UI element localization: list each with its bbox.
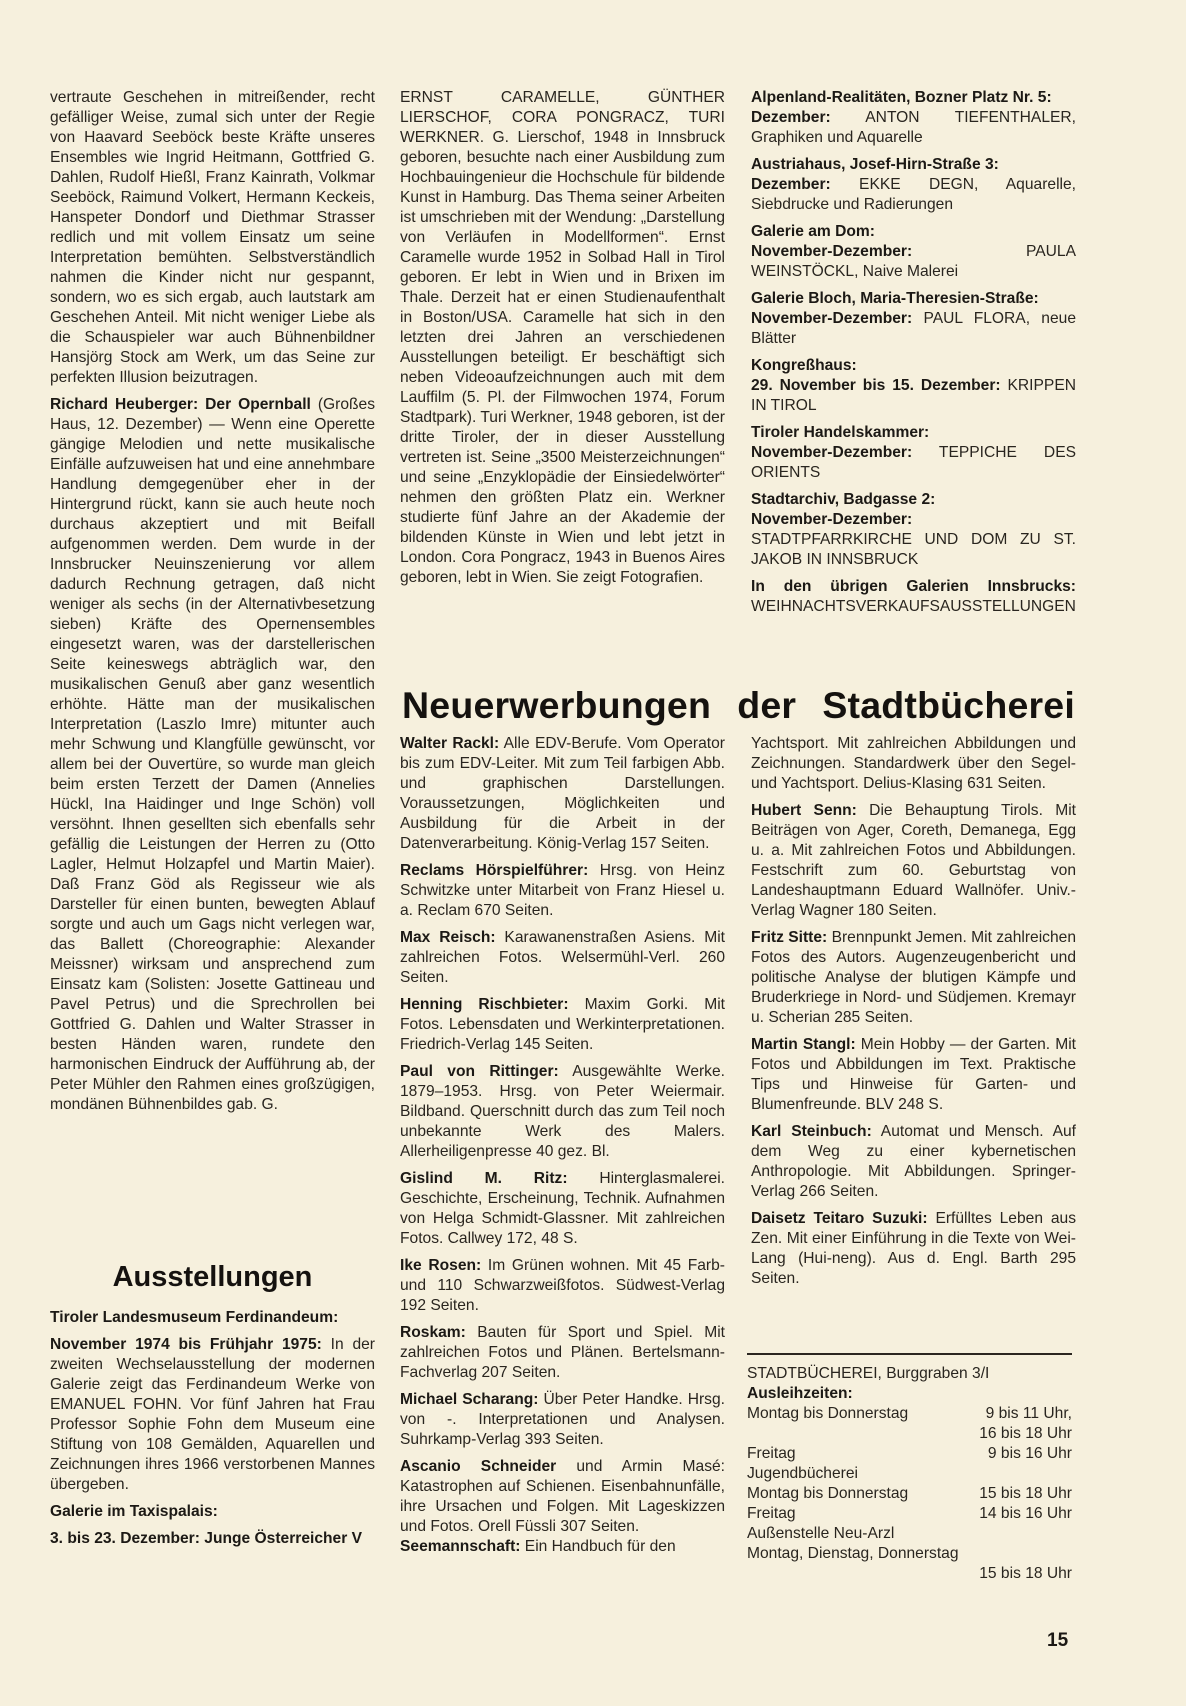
paragraph: [751, 108, 1076, 148]
paragraph: [751, 376, 1076, 416]
paragraph-text: STADTPFARRKIRCHE UND DOM ZU ST. JAKOB IN INNSBRUCK: [751, 531, 1076, 568]
paragraph: [50, 88, 375, 388]
hours-row: [747, 1444, 1072, 1464]
paragraph-text: EKKE DEGN, Aquarelle, Siebdrucke und Radierungen: [751, 176, 1076, 213]
divider-rule: [747, 1353, 1072, 1355]
hours-row: [747, 1484, 1072, 1504]
hours-time: [962, 1544, 1072, 1564]
column-1-exhibitions: [50, 1308, 375, 1556]
bold-lead: Roskam:: [400, 1324, 466, 1341]
paragraph: [751, 155, 1076, 175]
paragraph-text: Yachtsport. Mit zahlreichen Abbildungen und Zeichnungen. Standardwerk über den Segel- und Yachtsport. Delius-Klasing 631 Seiten.: [751, 735, 1076, 792]
paragraph: [751, 222, 1076, 242]
bold-lead: November-Dezember:: [751, 243, 913, 260]
library-hours-box: [747, 1364, 1072, 1584]
bold-lead: Ike Rosen:: [400, 1257, 482, 1274]
paragraph: [400, 1256, 725, 1316]
bold-lead: Galerie im Taxispalais:: [50, 1503, 218, 1520]
paragraph: [400, 1537, 725, 1557]
bold-lead: 3. bis 23. Dezember: Junge Österreicher V: [50, 1530, 363, 1547]
heading-word: der: [737, 684, 797, 726]
bold-lead: Ascanio Schneider: [400, 1458, 557, 1475]
section-heading-neuerwerbungen: [402, 682, 1075, 728]
bold-lead: Dezember:: [751, 109, 831, 126]
hours-day: Jugendbücherei: [747, 1465, 858, 1482]
hours-row: [747, 1544, 1072, 1564]
paragraph: [751, 510, 1076, 570]
paragraph: [751, 801, 1076, 921]
paragraph: [50, 1308, 375, 1328]
paragraph-text: ERNST CARAMELLE, GÜNTHER LIERSCHOF, CORA PONGRACZ, TURI WERKNER. G. Lierschof, 1948 in Innsbruck geboren, besuchte nach einer Ausbildung zum Hochbauingenieur die Hochschule für bildende Kunst in Hamburg. Das Thema seiner Arbeiten ist umschrieben mit der Wendung: „Darstellung von Verläufen in Modellformen“. Ernst Caramelle wurde 1952 in Solbad Hall in Tirol geboren. Er lebt in Wien und in Brixen im Thale. Derzeit hat er einen Studienaufenthalt in Boston/USA. Caramelle hat sich in den letzten drei Jahren an verschiedenen Ausstellungen beteiligt. Er beschäftigt sich neben Videoaufzeichnungen auch mit dem Lauffilm (5. Pl. der Filmwochen 1974, Forum Stadtpark). Turi Werkner, 1948 geboren, ist der dritte Tiroler, der in dieser Ausstellung vertreten ist. Seine „3500 Meisterzeichnungen“ und seine „Enzyklopädie der Einsiedelwörter“ nehmen den größten Platz ein. Werkner studierte fünf Jahre an der Akademie der bildenden Künste in Wien und lebt jetzt in London. Cora Pongracz, 1943 in Buenos Aires geboren, lebt in Wien. Sie zeigt Fotografien.: [400, 89, 725, 586]
paragraph: [751, 577, 1076, 617]
hours-day: Freitag: [747, 1445, 796, 1462]
hours-day: Montag bis Donnerstag: [747, 1485, 909, 1502]
library-address: STADTBÜCHEREI, Burggraben 3/I: [747, 1365, 990, 1382]
hours-day: Außenstelle Neu-Arzl: [747, 1525, 895, 1542]
bold-lead: Daisetz Teitaro Suzuki:: [751, 1210, 928, 1227]
bold-lead: Fritz Sitte:: [751, 929, 828, 946]
paragraph-text: Hrsg. von Heinz Schwitzke unter Mitarbeit von Franz Hiesel u. a. Reclam 670 Seiten.: [400, 862, 726, 919]
bold-lead: Karl Steinbuch:: [751, 1123, 872, 1140]
hours-row: [747, 1524, 1072, 1544]
hours-row: [747, 1404, 1072, 1424]
column-3-exhibition-list: [751, 88, 1076, 624]
paragraph: [751, 242, 1076, 282]
paragraph: [400, 928, 725, 988]
bold-lead: November-Dezember:: [751, 310, 913, 327]
bold-lead: Tiroler Landesmuseum Ferdinandeum:: [50, 1309, 339, 1326]
hours-time: 15 bis 18 Uhr: [979, 1485, 1072, 1502]
bold-lead: Hubert Senn:: [751, 802, 857, 819]
paragraph-text: Karawanenstraßen Asiens. Mit zahlreichen Fotos. Welsermühl-Verl. 260 Seiten.: [400, 929, 725, 986]
paragraph: [400, 88, 725, 588]
library-hours-label: Ausleihzeiten:: [747, 1385, 853, 1402]
bold-lead: November-Dezember:: [751, 511, 913, 528]
bold-lead: Martin Stangl:: [751, 1036, 856, 1053]
hours-time: 9 bis 16 Uhr: [987, 1445, 1072, 1462]
paragraph-text: (Großes Haus, 12. Dezember) — Wenn eine Operette gängige Melodien und nette musikalische Einfälle aufzuweisen hat und eine annehmbare Handlung demgegenüber eher in der Hintergrund rückt, kann sie auch heute noch durchaus akzeptiert und mit Beifall aufgenommen werden. Dem wurde in der Innsbrucker Neuinszenierung vor allem dadurch Rechnung getragen, daß nicht weniger als sechs (in der Alternativbesetzung sieben) Kräfte des Opernensembles eingesetzt waren, was der darstellerischen Seite keineswegs abträglich war, den musikalischen Genuß aber ganz wesentlich erhöhte. Hätte man der musikalischen Interpretation (Laszlo Imre) mitunter auch mehr Schwung und Klangfülle gewünscht, vor allem bei der Ouvertüre, so wurde man gleich beim ersten Terzett der Damen (Annelies Hückl, Ina Haidinger und Inge Schön) voll versöhnt. Ihnen gesellten sich ebenfalls sehr gefällig die Leistungen der Herren zu (Otto Lagler, Helmut Holzapfel und Martin Maier). Daß Franz Göd als Regisseur wie als Darsteller für einen bunten, bewegten Ablauf sorgte und auch um Gags nicht verlegen war, das Ballett (Choreographie: Alexander Meissner) wirksam und ansprechend zum Einsatz kam (Solisten: Josette Gattineau und Pavel Petrus) und die Sprechrollen bei Gottfried G. Dahlen und Walter Strasser in besten Händen waren, rundete den harmonischen Eindruck der Aufführung ab, der Peter Mühler den Rahmen eines großzügigen, mondänen Bühnenbildes gab. G.: [50, 396, 376, 1113]
paragraph-text: In der zweiten Wechselausstellung der modernen Galerie zeigt das Ferdinandeum Werke von EMANUEL FOHN. Vor fünf Jahren hat Frau Professor Sophie Fohn dem Museum eine Stiftung von 108 Gemälden, Aquarellen und Zeichnungen ihres 1966 verstorbenen Mannes übergeben.: [50, 1336, 375, 1493]
bold-lead: Reclams Hörspielführer:: [400, 862, 589, 879]
paragraph: [400, 1062, 725, 1162]
paragraph-text: Im Grünen wohnen. Mit 45 Farb- und 110 Schwarzweißfotos. Südwest-Verlag 192 Seiten.: [400, 1257, 725, 1314]
hours-row: [747, 1564, 1072, 1584]
hours-day: Montag bis Donnerstag: [747, 1405, 909, 1422]
paragraph-text: Mein Hobby — der Garten. Mit Fotos und Abbildungen im Text. Praktische Tips und Hinweise für Garten- und Blumenfreunde. BLV 248 S.: [751, 1036, 1076, 1113]
column-2-exhibition-text: [400, 88, 725, 595]
paragraph: [400, 1323, 725, 1383]
hours-row: [747, 1504, 1072, 1524]
paragraph: [400, 1390, 725, 1450]
paragraph: [751, 289, 1076, 309]
bold-lead: Alpenland-Realitäten, Bozner Platz Nr. 5:: [751, 89, 1052, 106]
paragraph: [400, 1169, 725, 1249]
paragraph: [400, 1457, 725, 1537]
bold-lead: 29. November bis 15. Dezember:: [751, 377, 1001, 394]
bold-lead: Stadtarchiv, Badgasse 2:: [751, 491, 936, 508]
paragraph: [400, 861, 725, 921]
paragraph: [751, 1209, 1076, 1289]
page-number: 15: [1047, 1630, 1069, 1651]
bold-lead: Austriahaus, Josef-Hirn-Straße 3:: [751, 156, 999, 173]
paragraph-text: Ein Handbuch für den: [520, 1538, 676, 1555]
column-3-book-list: [751, 734, 1076, 1296]
paragraph: [400, 734, 725, 854]
paragraph: [751, 88, 1076, 108]
hours-day: Montag, Dienstag, Donnerstag: [747, 1545, 959, 1562]
paragraph: [751, 175, 1076, 215]
paragraph-text: PAUL FLORA, neue Blätter: [751, 310, 1076, 347]
heading-word: Stadtbücherei: [822, 684, 1075, 726]
paragraph-text: WEIHNACHTSVERKAUFSAUSSTELLUNGEN: [751, 598, 1076, 615]
paragraph: [751, 1035, 1076, 1115]
paragraph-text: PAULA WEINSTÖCKL, Naive Malerei: [751, 243, 1076, 280]
paragraph-text: ANTON TIEFENTHALER, Graphiken und Aquarelle: [751, 109, 1076, 146]
bold-lead: In den übrigen Galerien Innsbrucks:: [751, 578, 1076, 595]
paragraph: [50, 1502, 375, 1522]
bold-lead: Walter Rackl:: [400, 735, 500, 752]
paragraph-text: TEPPICHE DES ORIENTS: [751, 444, 1076, 481]
paragraph: [751, 309, 1076, 349]
paragraph: [400, 995, 725, 1055]
heading-word: Neuerwerbungen: [402, 684, 712, 726]
hours-time: [962, 1464, 1072, 1484]
paragraph: [751, 443, 1076, 483]
paragraph-text: vertraute Geschehen in mitreißender, recht gefälliger Weise, zumal sich unter der Regie von Haavard Seeböck beste Kräfte unseres Ensembles wie Ingrid Heitmann, Gottfried G. Dahlen, Rudolf Hießl, Franz Kainrath, Volkmar Seeböck, Raimund Volkert, Hermann Keckeis, Hanspeter Dondorf und Diethmar Strasser redlich und mit vollem Einsatz um seine Interpretation bemühten. Selbstverständlich nahmen die Kinder nicht nur gespannt, sondern, wo es sich ergab, auch lautstark am Geschehen Anteil. Mit nicht weniger Liebe als die Schauspieler war auch Bühnenbildner Hansjörg Stock am Werk, um das Seine zur perfekten Illusion beizutragen.: [50, 89, 375, 386]
section-heading-ausstellungen: Ausstellungen: [112, 1261, 313, 1293]
paragraph-text: Die Behauptung Tirols. Mit Beiträgen von Ager, Coreth, Demanega, Egg u. a. Mit zahlreichen Fotos und Abbildungen. Festschrift zum 60. Geburtstag von Landeshauptmann Eduard Wallnöfer. Univ.-Verlag Wagner 180 Seiten.: [751, 802, 1076, 919]
paragraph-text: Maxim Gorki. Mit Fotos. Lebensdaten und Werkinterpretationen. Friedrich-Verlag 145 Seiten.: [400, 996, 725, 1053]
bold-lead: Henning Rischbieter:: [400, 996, 569, 1013]
bold-lead: Dezember:: [751, 176, 831, 193]
paragraph-text: Bauten für Sport und Spiel. Mit zahlreichen Fotos und Plänen. Bertelsmann-Fachverlag 207 Seiten.: [400, 1324, 725, 1381]
paragraph-text: Hinterglasmalerei. Geschichte, Erscheinung, Technik. Aufnahmen von Helga Schmidt-Glassner. Mit zahlreichen Fotos. Callwey 172, 48 S.: [400, 1170, 725, 1247]
paragraph: [50, 395, 375, 1115]
paragraph: [751, 356, 1076, 376]
hours-time: 14 bis 16 Uhr: [979, 1505, 1072, 1522]
column-2-book-list: [400, 734, 725, 1564]
bold-lead: Paul von Rittinger:: [400, 1063, 559, 1080]
paragraph: [751, 423, 1076, 443]
paragraph: [751, 1122, 1076, 1202]
paragraph: [50, 1529, 375, 1549]
bold-lead: Galerie am Dom:: [751, 223, 875, 240]
hours-time: 16 bis 18 Uhr: [979, 1425, 1072, 1442]
column-1-review: [50, 88, 375, 1122]
bold-lead: Max Reisch:: [400, 929, 496, 946]
hours-time: 15 bis 18 Uhr: [979, 1565, 1072, 1582]
paragraph-text: Alle EDV-Berufe. Vom Operator bis zum EDV-Leiter. Mit zum Teil farbigen Abb. und graphischen Darstellungen. Voraussetzungen, Möglichkeiten und Ausbildung für die Arbeit in der Datenverarbeitung. König-Verlag 157 Seiten.: [400, 735, 725, 852]
bold-lead: November 1974 bis Frühjahr 1975:: [50, 1336, 322, 1353]
hours-time: [962, 1524, 1072, 1544]
paragraph-text: Über Peter Handke. Hrsg. von -. Interpretationen und Analysen. Suhrkamp-Verlag 393 Seiten.: [400, 1391, 725, 1448]
bold-lead: Seemannschaft:: [400, 1538, 521, 1555]
bold-lead: November-Dezember:: [751, 444, 913, 461]
hours-time: 9 bis 11 Uhr,: [985, 1405, 1072, 1422]
paragraph: [751, 928, 1076, 1028]
paragraph-text: Brennpunkt Jemen. Mit zahlreichen Fotos des Autors. Augenzeugenbericht und politische Analyse der blutigen Kämpfe und Bruderkriege in Nord- und Südjemen. Kremayr u. Scherian 285 Seiten.: [751, 929, 1076, 1026]
paragraph-text: Erfülltes Leben aus Zen. Mit einer Einführung in die Texte von Wei-Lang (Hui-neng). Aus d. Engl. Barth 295 Seiten.: [751, 1210, 1076, 1287]
paragraph: [50, 1335, 375, 1495]
bold-lead: Richard Heuberger: Der Opernball: [50, 396, 311, 413]
bold-lead: Michael Scharang:: [400, 1391, 539, 1408]
paragraph-text: Ausgewählte Werke. 1879–1953. Hrsg. von Peter Weiermair. Bildband. Querschnitt durch das zum Teil noch unbekannte Werk des Malers. Allerheiligenpresse 40 gez. Bl.: [400, 1063, 725, 1160]
paragraph: [751, 734, 1076, 794]
bold-lead: Tiroler Handelskammer:: [751, 424, 930, 441]
paragraph-text: KRIPPEN IN TIROL: [751, 377, 1076, 414]
hours-row: [747, 1464, 1072, 1484]
library-hours-table: [747, 1404, 1072, 1584]
bold-lead: Galerie Bloch, Maria-Theresien-Straße:: [751, 290, 1039, 307]
bold-lead: Kongreßhaus:: [751, 357, 857, 374]
paragraph-text: Automat und Mensch. Auf dem Weg zu einer kybernetischen Anthropologie. Mit Abbildungen. Springer-Verlag 266 Seiten.: [751, 1123, 1076, 1200]
hours-day: Freitag: [747, 1505, 796, 1522]
paragraph-text: und Armin Masé: Katastrophen auf Schienen. Eisenbahnunfälle, ihre Ursachen und Folgen. Mit Lageskizzen und Fotos. Orell Füssli 307 Seiten.: [400, 1458, 726, 1535]
hours-row: [747, 1424, 1072, 1444]
paragraph: [751, 490, 1076, 510]
bold-lead: Gislind M. Ritz:: [400, 1170, 568, 1187]
